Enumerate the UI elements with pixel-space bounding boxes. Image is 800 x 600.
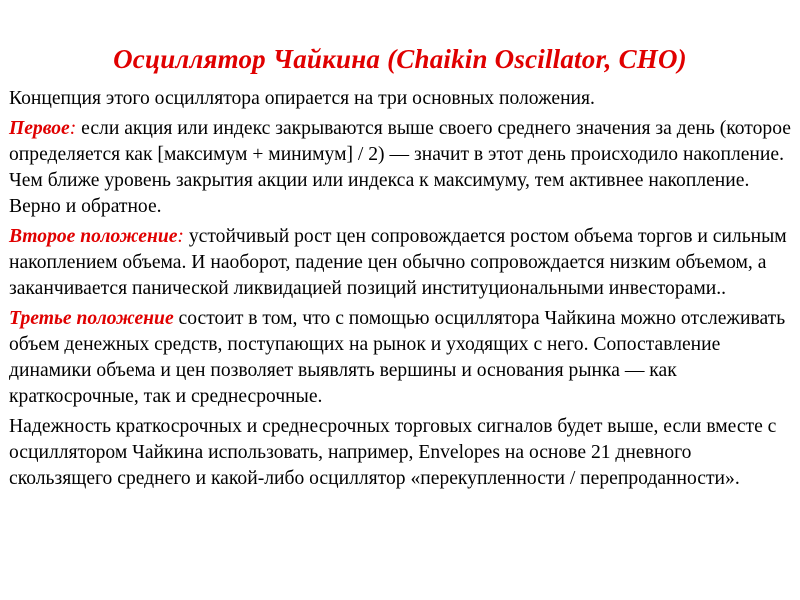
second-point-lead: Второе положение xyxy=(9,226,178,247)
first-point-colon: : xyxy=(69,118,77,139)
second-point-paragraph xyxy=(9,224,795,302)
third-point-paragraph xyxy=(9,306,795,410)
second-point-text: устойчивый рост цен сопровождается ростом объема торгов и сильным накоплением объема. И наоборот, падение цен обычно сопровождается низким объемом, а заканчивается панической ликвидацией позиций институциональными инвесторами.. xyxy=(9,226,787,299)
slide-content xyxy=(9,86,795,496)
first-point-paragraph xyxy=(9,116,795,220)
closing-paragraph: Надежность краткосрочных и среднесрочных торговых сигналов будет выше, если вместе с осциллятором Чайкина использовать, например, Envelopes на основе 21 дневного скользящего среднего и какой-либо осциллятор «перекупленности / перепроданности». xyxy=(9,416,777,489)
first-point-text: если акция или индекс закрываются выше своего среднего значения за день (которое определяется как [максимум + минимум] / 2) — значит в этот день происходило накопление. Чем ближе уровень закрытия акции или индекса к максимуму, тем активнее накопление. Верно и обратное. xyxy=(9,118,791,217)
intro-paragraph: Концепция этого осциллятора опирается на три основных положения. xyxy=(9,88,595,109)
first-point-lead: Первое xyxy=(9,118,70,139)
third-point-lead: Третье положение xyxy=(9,308,174,329)
second-point-colon: : xyxy=(177,226,184,247)
slide-title: Осциллятор Чайкина (Chaikin Oscillator, CHO) xyxy=(113,44,687,74)
third-point-text: состоит в том, что с помощью осциллятора Чайкина можно отслеживать объем денежных средств, поступающих на рынок и уходящих с него. Сопоставление динамики объема и цен позволяет выявлять вершины и основания рынка — как краткосрочные, так и среднесрочные. xyxy=(9,308,786,407)
